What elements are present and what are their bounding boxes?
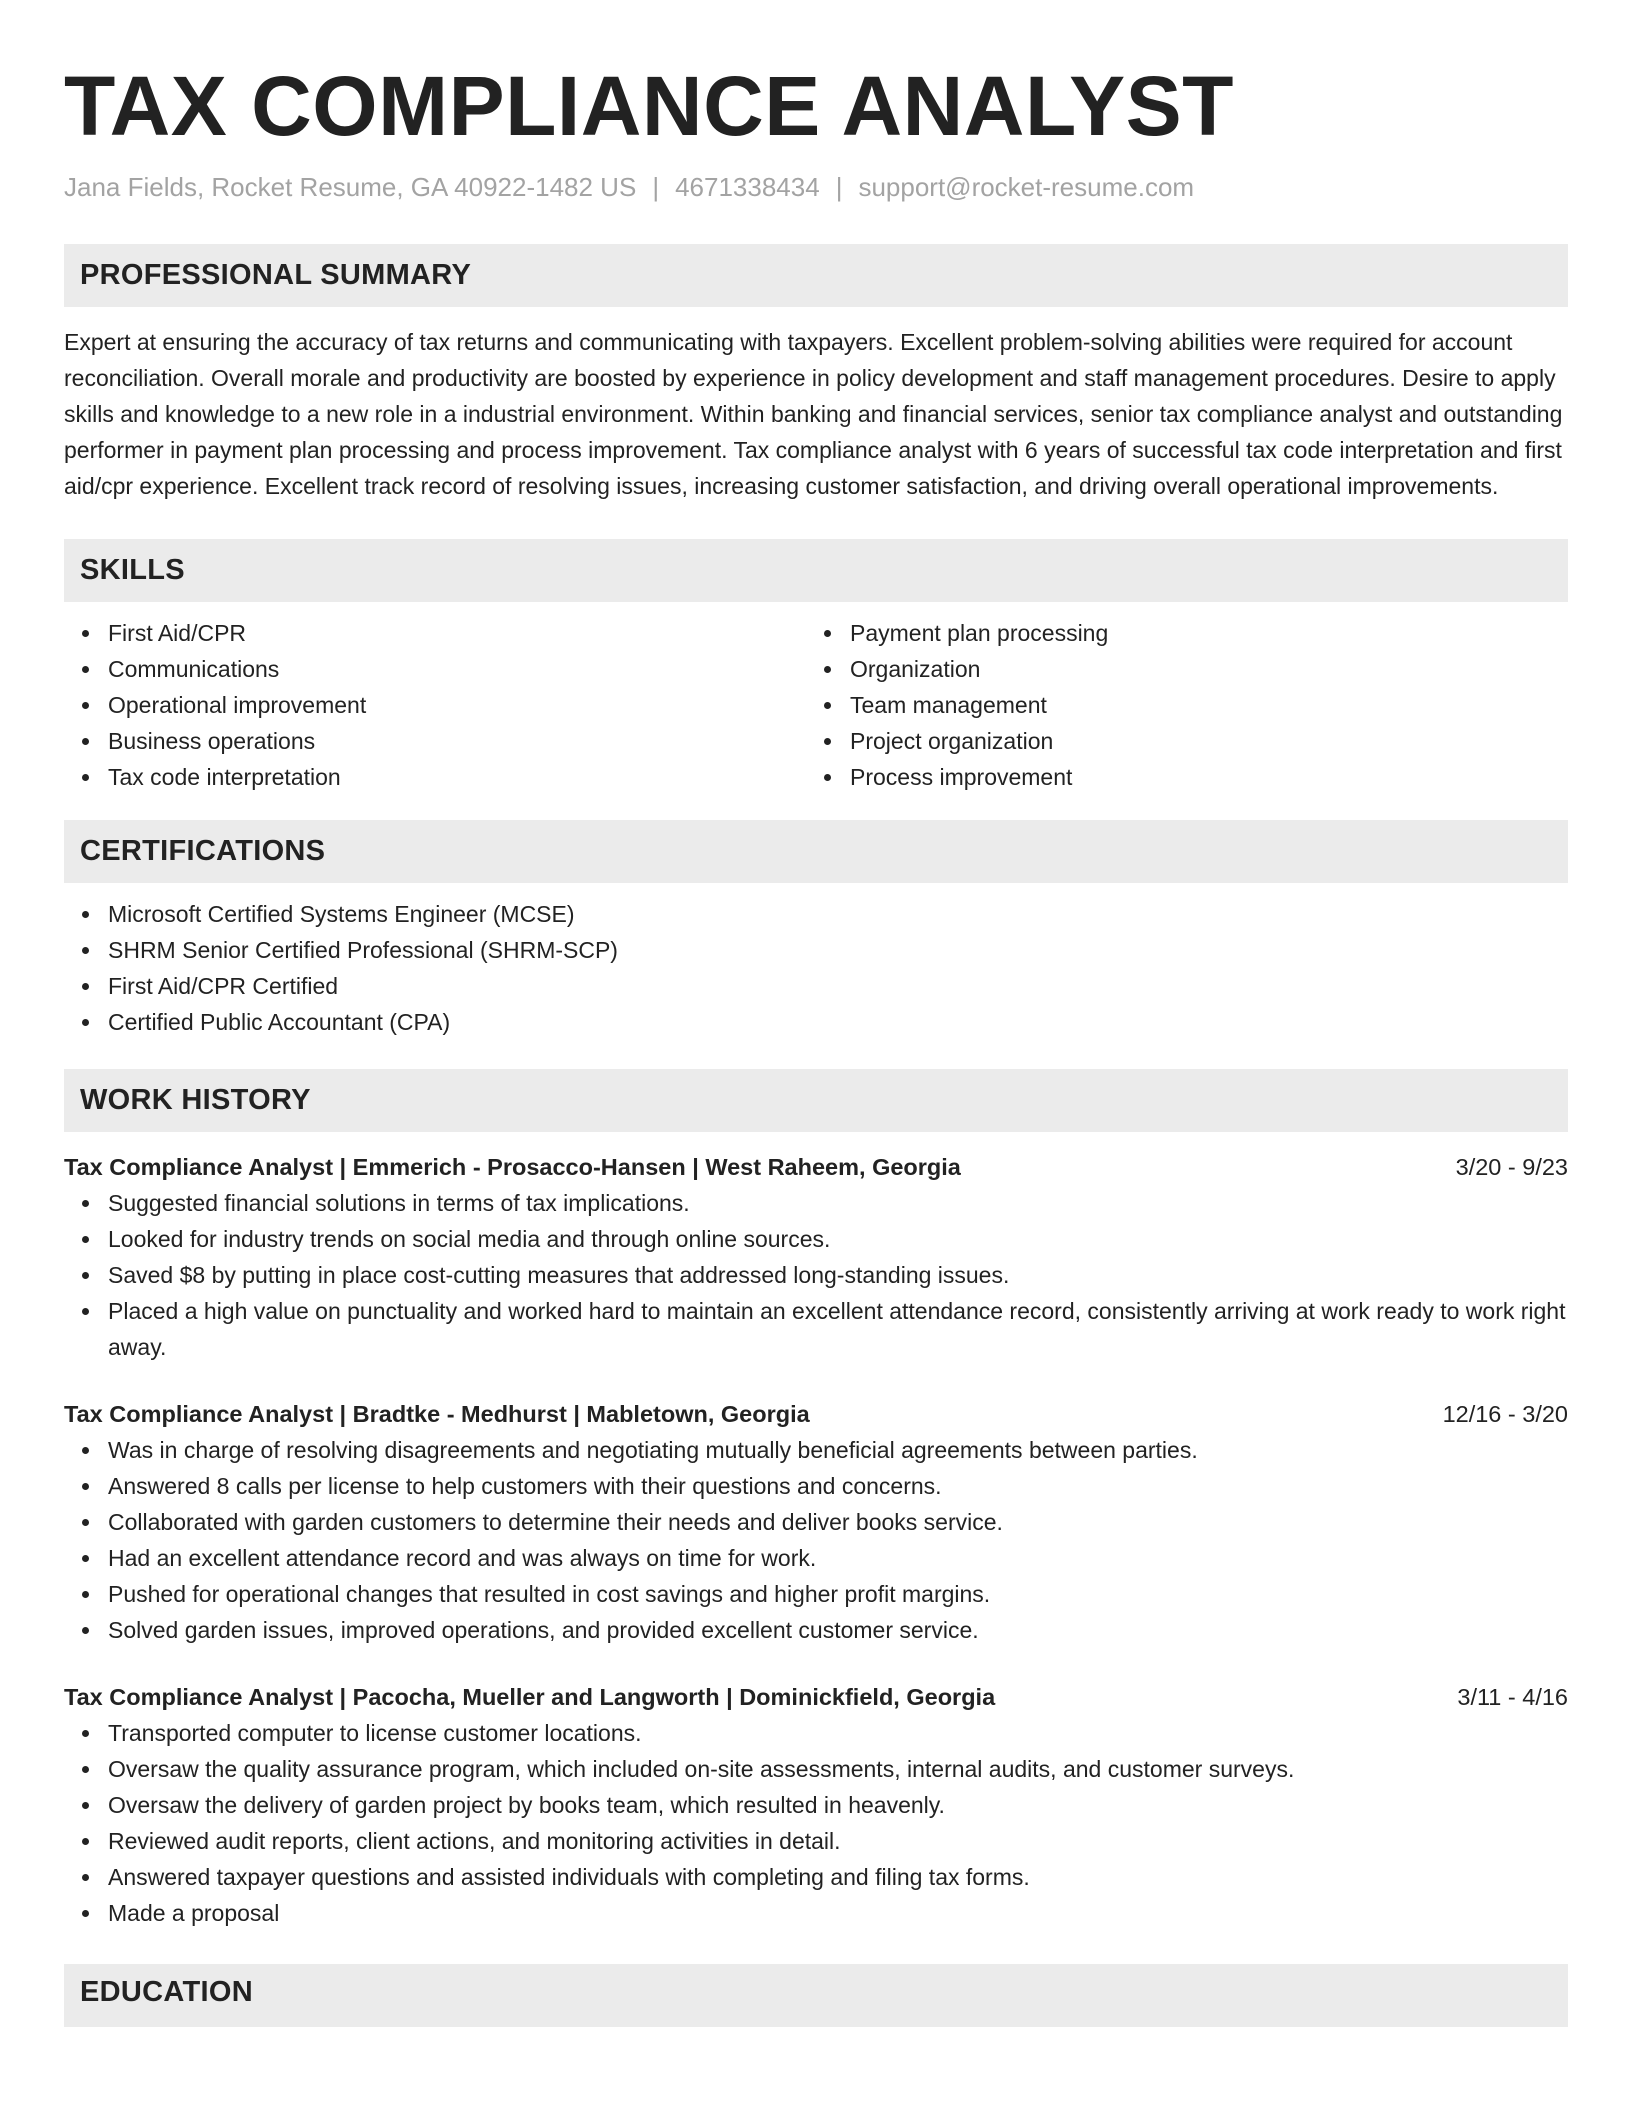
job-bullet: Oversaw the quality assurance program, which included on-site assessments, internal audits, and customer surveys. [108,1751,1568,1787]
certification-item: First Aid/CPR Certified [108,968,1568,1004]
skill-item: Communications [108,651,806,687]
skill-item: First Aid/CPR [108,615,806,651]
job-bullet: Saved $8 by putting in place cost-cutting measures that addressed long-standing issues. [108,1257,1568,1293]
skill-item: Business operations [108,723,806,759]
job-header [64,1149,1568,1185]
skill-item: Process improvement [850,759,1548,795]
certification-item: Certified Public Accountant (CPA) [108,1004,1568,1040]
skill-item: Tax code interpretation [108,759,806,795]
skill-item: Team management [850,687,1548,723]
job-bullet: Reviewed audit reports, client actions, and monitoring activities in detail. [108,1823,1568,1859]
job-bullet: Looked for industry trends on social media and through online sources. [108,1221,1568,1257]
section-header-skills: SKILLS [64,539,1568,602]
contact-line [64,170,1568,204]
job-dates: 3/20 - 9/23 [1455,1154,1568,1180]
section-header-summary: PROFESSIONAL SUMMARY [64,244,1568,307]
job-bullet: Transported computer to license customer locations. [108,1715,1568,1751]
contact-email[interactable]: support@rocket-resume.com [858,172,1195,202]
job-bullet: Oversaw the delivery of garden project by books team, which resulted in heavenly. [108,1787,1568,1823]
job-entry [64,1679,1568,1931]
section-header-certifications: CERTIFICATIONS [64,820,1568,883]
job-title: Tax Compliance Analyst | Emmerich - Prosacco-Hansen | West Raheem, Georgia [64,1154,961,1180]
job-bullet: Had an excellent attendance record and was always on time for work. [108,1540,1568,1576]
skills-column-left [64,615,806,795]
contact-separator: | [835,172,843,202]
job-entry [64,1149,1568,1365]
summary-text: Expert at ensuring the accuracy of tax returns and communicating with taxpayers. Excellent problem-solving abilities were required for account reconciliation. Overall morale and productivity are boosted by experience in policy development and staff management procedures. Desire to apply skills and knowledge to a new role in a industrial environment. Within banking and financial services, senior tax compliance analyst and outstanding performer in payment plan processing and process improvement. Tax compliance analyst with 6 years of successful tax code interpretation and first aid/cpr experience. Excellent track record of resolving issues, increasing customer satisfaction, and driving overall operational improvements. [64,329,1563,499]
skill-item: Payment plan processing [850,615,1548,651]
resume-title: TAX COMPLIANCE ANALYST [64,59,1234,153]
job-bullet: Answered 8 calls per license to help customers with their questions and concerns. [108,1468,1568,1504]
certification-item: Microsoft Certified Systems Engineer (MCSE) [108,896,1568,932]
job-bullet: Was in charge of resolving disagreements and negotiating mutually beneficial agreements between parties. [108,1432,1568,1468]
skill-item: Organization [850,651,1548,687]
job-bullet: Pushed for operational changes that resulted in cost savings and higher profit margins. [108,1576,1568,1612]
job-bullets [64,1432,1568,1648]
skill-item: Project organization [850,723,1548,759]
section-header-education: EDUCATION [64,1964,1568,2027]
skill-item: Operational improvement [108,687,806,723]
certification-item: SHRM Senior Certified Professional (SHRM-SCP) [108,932,1568,968]
job-bullet: Suggested financial solutions in terms of tax implications. [108,1185,1568,1221]
contact-phone: 4671338434 [675,172,820,202]
job-bullet: Answered taxpayer questions and assisted individuals with completing and filing tax forms. [108,1859,1568,1895]
job-title: Tax Compliance Analyst | Pacocha, Mueller and Langworth | Dominickfield, Georgia [64,1684,996,1710]
skills-column-right [806,615,1548,795]
job-title: Tax Compliance Analyst | Bradtke - Medhurst | Mabletown, Georgia [64,1401,810,1427]
job-header [64,1396,1568,1432]
resume-page [64,0,1568,2027]
job-entry [64,1396,1568,1648]
job-dates: 3/11 - 4/16 [1457,1684,1568,1710]
job-bullet: Placed a high value on punctuality and worked hard to maintain an excellent attendance record, consistently arriving at work ready to work right away. [108,1293,1568,1365]
skills-list [64,615,1568,795]
contact-separator: | [652,172,660,202]
contact-address: Jana Fields, Rocket Resume, GA 40922-1482 US [64,172,637,202]
job-bullets [64,1715,1568,1931]
job-bullet: Made a proposal [108,1895,1568,1931]
job-bullet: Collaborated with garden customers to determine their needs and deliver books service. [108,1504,1568,1540]
job-header [64,1679,1568,1715]
job-dates: 12/16 - 3/20 [1442,1401,1568,1427]
certifications-list [64,896,1568,1040]
section-header-work-history: WORK HISTORY [64,1069,1568,1132]
job-bullet: Solved garden issues, improved operations, and provided excellent customer service. [108,1612,1568,1648]
job-bullets [64,1185,1568,1365]
